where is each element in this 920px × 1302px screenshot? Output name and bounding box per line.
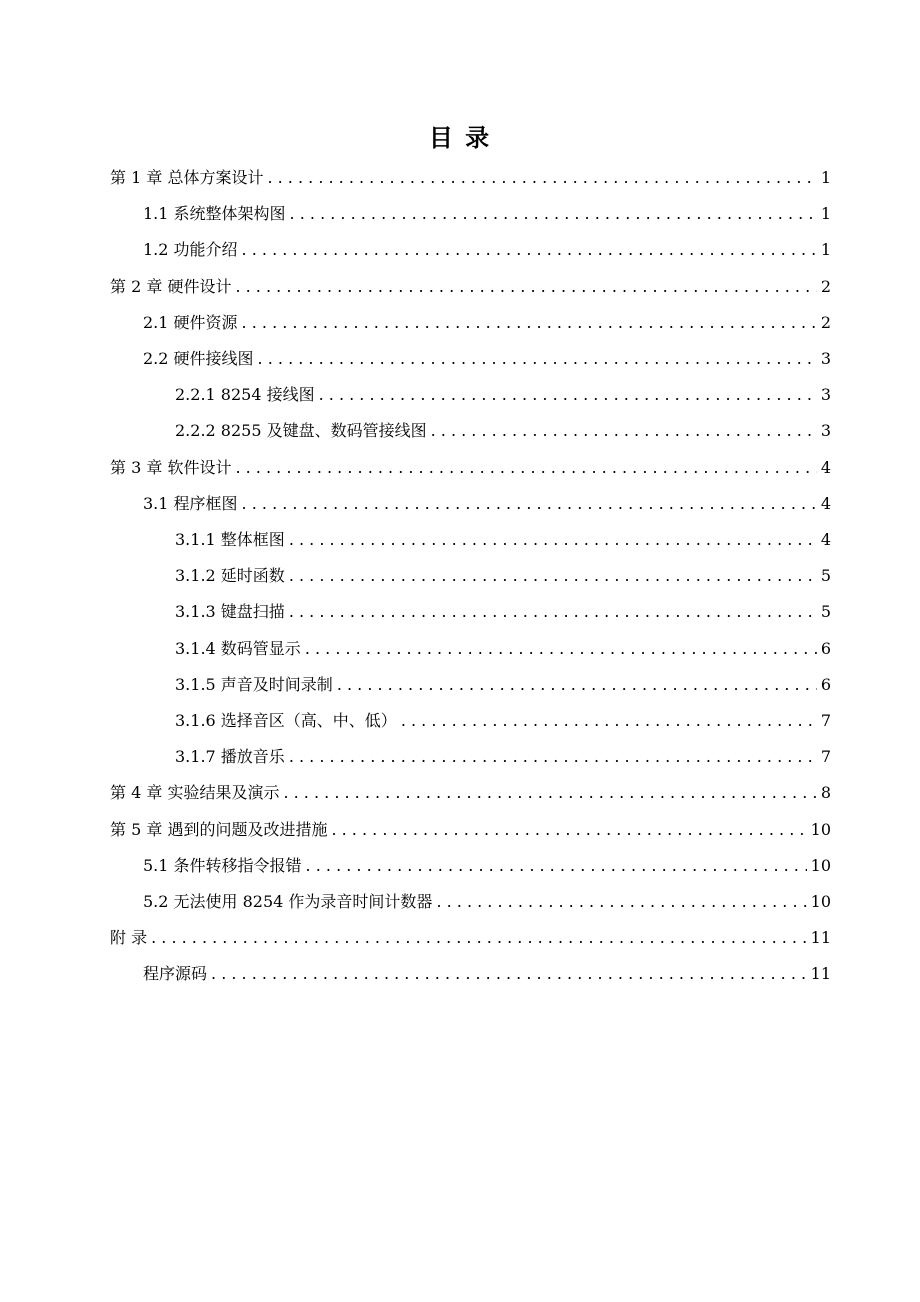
toc-entry-page-number: 7 <box>820 747 831 767</box>
toc-entry-line <box>175 739 831 775</box>
toc-entry-label: 第 1 章 总体方案设计 <box>110 168 264 187</box>
toc-entry-label: 第 2 章 硬件设计 <box>110 276 232 296</box>
toc-dot-leader <box>289 522 817 558</box>
toc-entry-line <box>110 920 831 956</box>
toc-entry-label: 第 5 章 遇到的问题及改进措施 <box>110 819 328 839</box>
toc-entry-label: 3.1.4 数码管显示 <box>175 638 301 658</box>
toc-entry[interactable] <box>0 594 920 630</box>
toc-entry[interactable] <box>0 920 920 956</box>
toc-entry-label: 3.1 程序框图 <box>143 493 238 513</box>
toc-entry-page-number: 1 <box>820 168 831 187</box>
toc-entry-label: 3.1.6 选择音区（高、中、低） <box>175 711 397 730</box>
toc-dot-leader <box>290 196 817 232</box>
toc-entry[interactable] <box>0 413 920 449</box>
toc-entry-label: 第 4 章 实验结果及演示 <box>110 783 280 803</box>
toc-dot-leader <box>283 775 816 811</box>
toc-dot-leader <box>306 848 807 884</box>
toc-entry[interactable] <box>0 775 920 811</box>
toc-entry-line <box>143 956 831 992</box>
toc-entry[interactable] <box>0 450 920 486</box>
toc-entry-page-number: 11 <box>810 928 831 948</box>
toc-entry-line <box>175 522 831 558</box>
toc-entry-label: 3.1.7 播放音乐 <box>175 747 285 767</box>
toc-dot-leader <box>305 631 817 667</box>
toc-entry-label: 2.2.1 8254 接线图 <box>175 385 315 405</box>
toc-entry-page-number: 4 <box>820 457 831 477</box>
toc-entry-page-number: 11 <box>810 964 831 984</box>
toc-entry-page-number: 10 <box>810 892 831 911</box>
toc-dot-leader <box>211 956 807 992</box>
toc-entry-line <box>110 269 831 305</box>
toc-entry-line <box>110 450 831 486</box>
toc-entry-line <box>175 558 831 594</box>
toc-entry[interactable] <box>0 812 920 848</box>
toc-entry-page-number: 4 <box>820 493 831 513</box>
toc-dot-leader <box>151 920 807 956</box>
toc-entry-page-number: 2 <box>820 276 831 296</box>
toc-entry[interactable] <box>0 848 920 884</box>
toc-entry[interactable] <box>0 884 920 920</box>
toc-entry-line <box>110 160 831 196</box>
toc-dot-leader <box>267 160 816 196</box>
toc-entry-page-number: 5 <box>820 602 831 622</box>
toc-entry-label: 程序源码 <box>143 964 208 984</box>
toc-entry-line <box>175 703 831 739</box>
toc-entry-label: 第 3 章 软件设计 <box>110 457 232 477</box>
toc-entry-label: 3.1.5 声音及时间录制 <box>175 674 333 694</box>
toc-dot-leader <box>431 413 817 449</box>
toc-entry[interactable] <box>0 667 920 703</box>
toc-entry-label: 1.1 系统整体架构图 <box>143 204 286 224</box>
toc-dot-leader <box>289 594 817 630</box>
toc-entry[interactable] <box>0 631 920 667</box>
toc-entry-line <box>143 486 831 522</box>
toc-dot-leader <box>337 667 817 703</box>
toc-entry-line <box>143 232 831 268</box>
toc-entry[interactable] <box>0 232 920 268</box>
toc-entry-line <box>143 305 831 341</box>
toc-entry-page-number: 3 <box>820 349 831 368</box>
toc-dot-leader <box>436 884 806 920</box>
toc-entry[interactable] <box>0 956 920 992</box>
toc-dot-leader <box>289 739 817 775</box>
toc-dot-leader <box>331 812 806 848</box>
toc-entry[interactable] <box>0 341 920 377</box>
toc-entry-label: 5.1 条件转移指令报错 <box>143 855 302 875</box>
toc-entry-line <box>110 775 831 811</box>
toc-entry-line <box>175 667 831 703</box>
toc-dot-leader <box>319 377 817 413</box>
toc-entry-line <box>175 631 831 667</box>
toc-entry[interactable] <box>0 739 920 775</box>
toc-entry-label: 2.2 硬件接线图 <box>143 349 254 368</box>
toc-entry-page-number: 6 <box>820 638 831 658</box>
toc-entry-line <box>143 884 831 920</box>
toc-dot-leader <box>401 703 817 739</box>
toc-entry[interactable] <box>0 377 920 413</box>
toc-entry-line <box>175 377 831 413</box>
toc-entry-page-number: 10 <box>810 855 831 875</box>
toc-entry-page-number: 7 <box>820 711 831 730</box>
toc-dot-leader <box>258 341 817 377</box>
toc-entry-label: 1.2 功能介绍 <box>143 240 238 260</box>
toc-entry-line <box>143 196 831 232</box>
toc-entry-line <box>110 812 831 848</box>
toc-entry-page-number: 1 <box>820 240 831 260</box>
toc-dot-leader <box>242 305 817 341</box>
page-title: 目 录 <box>428 123 492 152</box>
toc-entry[interactable] <box>0 269 920 305</box>
toc-entry-line <box>143 341 831 377</box>
toc-dot-leader <box>235 450 816 486</box>
toc-entry-label: 2.2.2 8255 及键盘、数码管接线图 <box>175 421 427 441</box>
toc-entry-page-number: 10 <box>810 819 831 839</box>
toc-entry-page-number: 6 <box>820 674 831 694</box>
toc-dot-leader <box>242 486 817 522</box>
toc-dot-leader <box>242 232 817 268</box>
toc-dot-leader <box>289 558 817 594</box>
toc-entry-page-number: 5 <box>820 566 831 586</box>
toc-entry-line <box>175 413 831 449</box>
toc-entry[interactable] <box>0 486 920 522</box>
toc-entry-page-number: 4 <box>820 530 831 549</box>
toc-entry-page-number: 3 <box>820 421 831 441</box>
toc-entry-label: 3.1.1 整体框图 <box>175 530 285 549</box>
toc-entry-line <box>175 594 831 630</box>
toc-entry-label: 3.1.3 键盘扫描 <box>175 602 285 622</box>
toc-entry-page-number: 8 <box>820 783 831 803</box>
toc-entry[interactable] <box>0 160 920 196</box>
toc-entry-page-number: 1 <box>820 204 831 224</box>
toc-entry-label: 附 录 <box>110 928 148 948</box>
toc-entry-page-number: 3 <box>820 385 831 405</box>
toc-entry[interactable] <box>0 558 920 594</box>
toc-entry[interactable] <box>0 196 920 232</box>
toc-entry[interactable] <box>0 305 920 341</box>
toc-entry-line <box>143 848 831 884</box>
toc-dot-leader <box>235 269 816 305</box>
toc-entry[interactable] <box>0 703 920 739</box>
toc-entry-page-number: 2 <box>820 312 831 332</box>
toc-entry-label: 3.1.2 延时函数 <box>175 566 285 586</box>
toc-entry-label: 2.1 硬件资源 <box>143 312 238 332</box>
toc-entry[interactable] <box>0 522 920 558</box>
toc-entry-label: 5.2 无法使用 8254 作为录音时间计数器 <box>143 892 433 911</box>
